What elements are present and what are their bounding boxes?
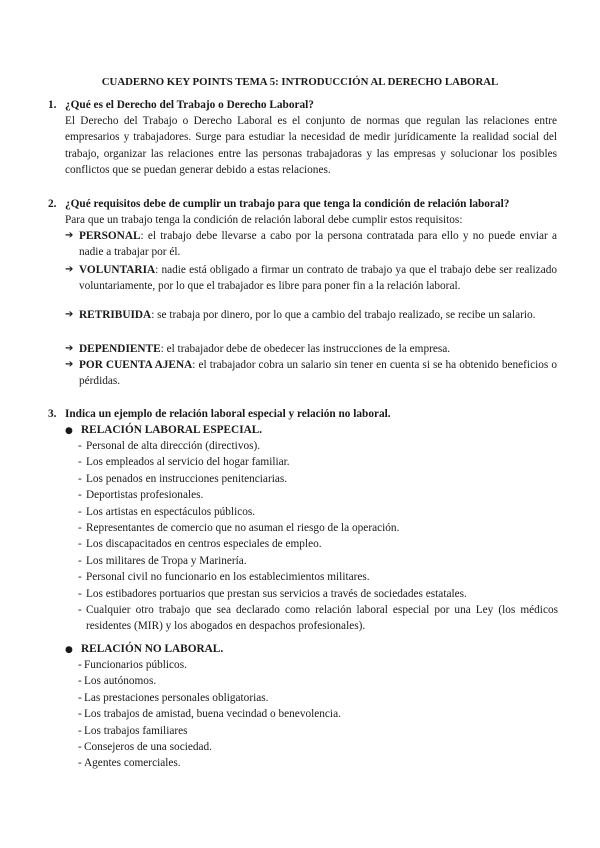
arrow-icon: ➔	[65, 264, 74, 275]
requirement-term: RETRIBUIDA	[79, 309, 152, 321]
dash-marker: -	[78, 675, 82, 688]
bullet-icon: ●	[65, 426, 73, 436]
question-3-text: Indica un ejemplo de relación laboral especial y relación no laboral.	[65, 408, 391, 420]
question-2-text: ¿Qué requisitos debe de cumplir un trabajo para que tenga la condición de relación laboral?	[65, 198, 510, 210]
list-item	[78, 739, 558, 755]
list-item	[78, 602, 558, 635]
requirement-item	[65, 341, 557, 357]
list-item	[78, 569, 558, 585]
list-item-text: Representantes de comercio que no asuman el riesgo de la operación.	[86, 522, 400, 535]
list-item	[78, 520, 558, 536]
requirement-item	[65, 307, 557, 323]
dash-marker: -	[78, 587, 82, 600]
question-2-intro: Para que un trabajo tenga la condición de relación laboral debe cumplir estos requisitos:	[65, 214, 463, 226]
list-item	[78, 438, 558, 454]
dash-marker: -	[78, 741, 82, 754]
list-item	[78, 553, 558, 569]
question-1-answer: El Derecho del Trabajo o Derecho Laboral es el conjunto de normas que regulan las relaciones entre empresarios y trabajadores. Surge para estudiar la necesidad de medir jurídicamente la realidad social del trabajo, organizar las relaciones entre las personas trabajadoras y las empresas y solucionar los posibles conflictos que se puedan generar debido a estas relaciones.	[65, 115, 557, 177]
requirement-item	[65, 228, 557, 261]
list-item-text: Agentes comerciales.	[84, 757, 181, 770]
dash-marker: -	[78, 456, 82, 469]
special-relation-title: RELACIÓN LABORAL ESPECIAL.	[81, 424, 263, 436]
bullet-icon: ●	[65, 645, 73, 655]
dash-marker: -	[78, 489, 82, 502]
arrow-icon: ➔	[65, 343, 74, 354]
list-item	[78, 586, 558, 602]
list-item-text: Los trabajos de amistad, buena vecindad o benevolencia.	[84, 708, 341, 721]
requirement-text: : se trabaja por dinero, por lo que a cambio del trabajo realizado, se recibe un salario.	[151, 309, 536, 321]
dash-marker: -	[78, 554, 82, 567]
list-item	[78, 723, 558, 739]
dash-marker: -	[78, 708, 82, 721]
document-title: CUADERNO KEY POINTS TEMA 5: INTRODUCCIÓN AL DERECHO LABORAL	[101, 76, 499, 88]
list-item-text: Las prestaciones personales obligatorias.	[84, 691, 269, 704]
list-item-text: Los penados en instrucciones penitenciarias.	[86, 472, 288, 485]
list-item	[78, 657, 558, 673]
list-item-text: Personal de alta dirección (directivos).	[86, 440, 261, 452]
question-3-number: 3.	[48, 408, 57, 420]
arrow-icon: ➔	[65, 359, 74, 370]
requirement-text: : el trabajador debe de obedecer las instrucciones de la empresa.	[160, 343, 451, 355]
question-1-number: 1.	[48, 99, 57, 111]
list-item-text: Los trabajos familiares	[84, 724, 188, 737]
arrow-icon: ➔	[65, 309, 74, 320]
dash-marker: -	[78, 440, 82, 452]
list-item-text: Funcionarios públicos.	[84, 659, 187, 671]
question-2-number: 2.	[48, 198, 57, 210]
list-item-text: Los artistas en espectáculos públicos.	[86, 505, 256, 518]
dash-marker: -	[78, 472, 82, 485]
requirement-term: PERSONAL	[79, 230, 141, 242]
non-labor-relation-heading	[65, 641, 555, 658]
list-item	[78, 504, 558, 520]
dash-marker: -	[78, 724, 82, 737]
special-relation-heading	[65, 422, 555, 439]
list-item	[78, 706, 558, 722]
list-item-text: Los discapacitados en centros especiales de empleo.	[86, 538, 322, 551]
list-item	[78, 454, 558, 470]
requirement-term: VOLUNTARIA	[79, 264, 156, 276]
requirement-term: DEPENDIENTE	[79, 343, 161, 355]
dash-marker: -	[78, 571, 82, 584]
dash-marker: -	[78, 691, 82, 704]
requirement-term: POR CUENTA AJENA	[79, 359, 193, 371]
special-relation-list	[78, 438, 558, 635]
requirement-text: : nadie está obligado a firmar un contrato de trabajo ya que el trabajo debe ser realizado voluntariamente, por lo que el trabajador es libre para poner fin a la relación laboral.	[79, 264, 557, 293]
list-item-text: Los militares de Tropa y Marinería.	[86, 554, 247, 567]
question-3-heading	[48, 406, 558, 422]
list-item-text: Consejeros de una sociedad.	[84, 741, 212, 754]
list-item	[78, 690, 558, 706]
list-item-text: Personal civil no funcionario en los establecimientos militares.	[86, 571, 370, 584]
non-labor-relation-list	[78, 657, 558, 772]
requirement-text: : el trabajador cobra un salario sin tener en cuenta si se ha obtenido beneficios o pérdidas.	[79, 359, 557, 388]
dash-marker: -	[78, 538, 82, 551]
dash-marker: -	[78, 522, 82, 535]
requirement-item	[65, 357, 557, 390]
dash-marker: -	[78, 659, 82, 671]
non-labor-relation-title: RELACIÓN NO LABORAL.	[81, 643, 224, 655]
question-1-heading	[48, 97, 558, 113]
dash-marker: -	[78, 604, 82, 617]
dash-marker: -	[78, 757, 82, 770]
list-item	[78, 471, 558, 487]
list-item	[78, 755, 558, 771]
requirement-text: : el trabajo debe llevarse a cabo por la persona contratada para ello y no puede enviar a nadie a trabajar por él.	[79, 230, 557, 259]
list-item-text: Los autónomos.	[84, 675, 157, 688]
list-item-text: Los empleados al servicio del hogar familiar.	[86, 456, 290, 469]
list-item-text: Deportistas profesionales.	[86, 489, 204, 502]
arrow-icon: ➔	[65, 230, 74, 241]
list-item	[78, 487, 558, 503]
list-item-text: Los estibadores portuarios que prestan sus servicios a través de sociedades estatales.	[86, 587, 467, 600]
list-item	[78, 673, 558, 689]
list-item-text: Cualquier otro trabajo que sea declarado como relación laboral especial por una Ley (los médicos residentes (MIR) y los abogados en despachos profesionales).	[86, 604, 558, 633]
requirement-item	[65, 262, 557, 295]
list-item	[78, 536, 558, 552]
question-2-heading	[48, 196, 558, 212]
dash-marker: -	[78, 505, 82, 518]
question-1-text: ¿Qué es el Derecho del Trabajo o Derecho Laboral?	[65, 99, 314, 111]
